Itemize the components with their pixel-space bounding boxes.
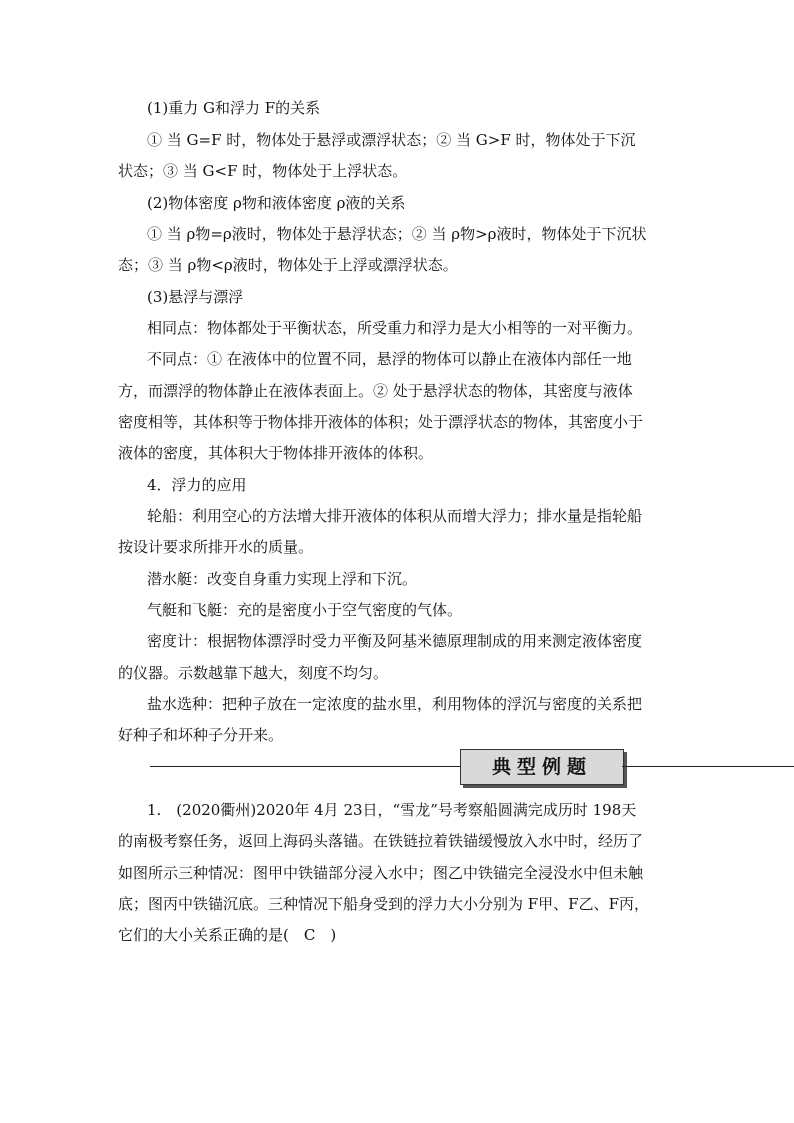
paragraph-line: 的仪器。示数越靠下越大，刻度不均匀。 <box>118 664 389 682</box>
paragraph-line: 相同点：物体都处于平衡状态，所受重力和浮力是大小相等的一对平衡力。 <box>147 319 643 337</box>
section-heading-applications: 4．浮力的应用 <box>147 476 247 494</box>
paragraph-line: 不同点：① 在液体中的位置不同，悬浮的物体可以静止在液体内部任一地 <box>147 350 632 368</box>
section-heading-gravity-buoyancy: (1)重力 G和浮力 F的关系 <box>147 99 321 117</box>
section-heading-suspend-float: (3)悬浮与漂浮 <box>147 288 244 306</box>
paragraph-line: 状态；③ 当 G<F 时，物体处于上浮状态。 <box>118 162 408 180</box>
paragraph-line: ① 当 ρ物=ρ液时，物体处于悬浮状态；② 当 ρ物>ρ液时，物体处于下沉状 <box>147 225 647 243</box>
paragraph-line: 液体的密度，其体积大于物体排开液体的体积。 <box>118 444 434 462</box>
question-line: 如图所示三种情况：图甲中铁锚部分浸入水中；图乙中铁锚完全浸没水中但未触 <box>118 864 644 882</box>
question-line: 的南极考察任务，返回上海码头落锚。在铁链拉着铁锚缓慢放入水中时，经历了 <box>118 832 644 850</box>
paragraph-line: 盐水选种：把种子放在一定浓度的盐水里，利用物体的浮沉与密度的关系把 <box>147 695 643 713</box>
paragraph-line: 态；③ 当 ρ物<ρ液时，物体处于上浮或漂浮状态。 <box>118 256 458 274</box>
paragraph-line: 好种子和坏种子分开来。 <box>118 726 284 744</box>
paragraph-line: 方，而漂浮的物体静止在液体表面上。② 处于悬浮状态的物体，其密度与液体 <box>118 382 633 400</box>
banner-title: 典型例题 <box>460 749 624 785</box>
paragraph-line: ① 当 G=F 时，物体处于悬浮或漂浮状态；② 当 G>F 时，物体处于下沉 <box>147 131 636 149</box>
question-line: 底；图丙中铁锚沉底。三种情况下船身受到的浮力大小分别为 F甲、F乙、F丙， <box>118 895 649 913</box>
paragraph-line: 按设计要求所排开水的质量。 <box>118 538 314 556</box>
section-banner <box>150 749 794 785</box>
divider <box>150 766 460 767</box>
question-line: 它们的大小关系正确的是( C ) <box>118 926 337 944</box>
section-heading-density: (2)物体密度 ρ物和液体密度 ρ液的关系 <box>147 194 406 212</box>
paragraph-line: 潜水艇：改变自身重力实现上浮和下沉。 <box>147 570 418 588</box>
paragraph-line: 密度相等，其体积等于物体排开液体的体积；处于漂浮状态的物体，其密度小于 <box>118 413 644 431</box>
divider <box>622 766 794 767</box>
question-line: 1. (2020衢州)2020年 4月 23日，“雪龙”号考察船圆满完成历时 198天 <box>147 801 637 819</box>
paragraph-line: 密度计：根据物体漂浮时受力平衡及阿基米德原理制成的用来测定液体密度 <box>147 632 643 650</box>
paragraph-line: 气艇和飞艇：充的是密度小于空气密度的气体。 <box>147 601 463 619</box>
paragraph-line: 轮船：利用空心的方法增大排开液体的体积从而增大浮力；排水量是指轮船 <box>147 507 643 525</box>
